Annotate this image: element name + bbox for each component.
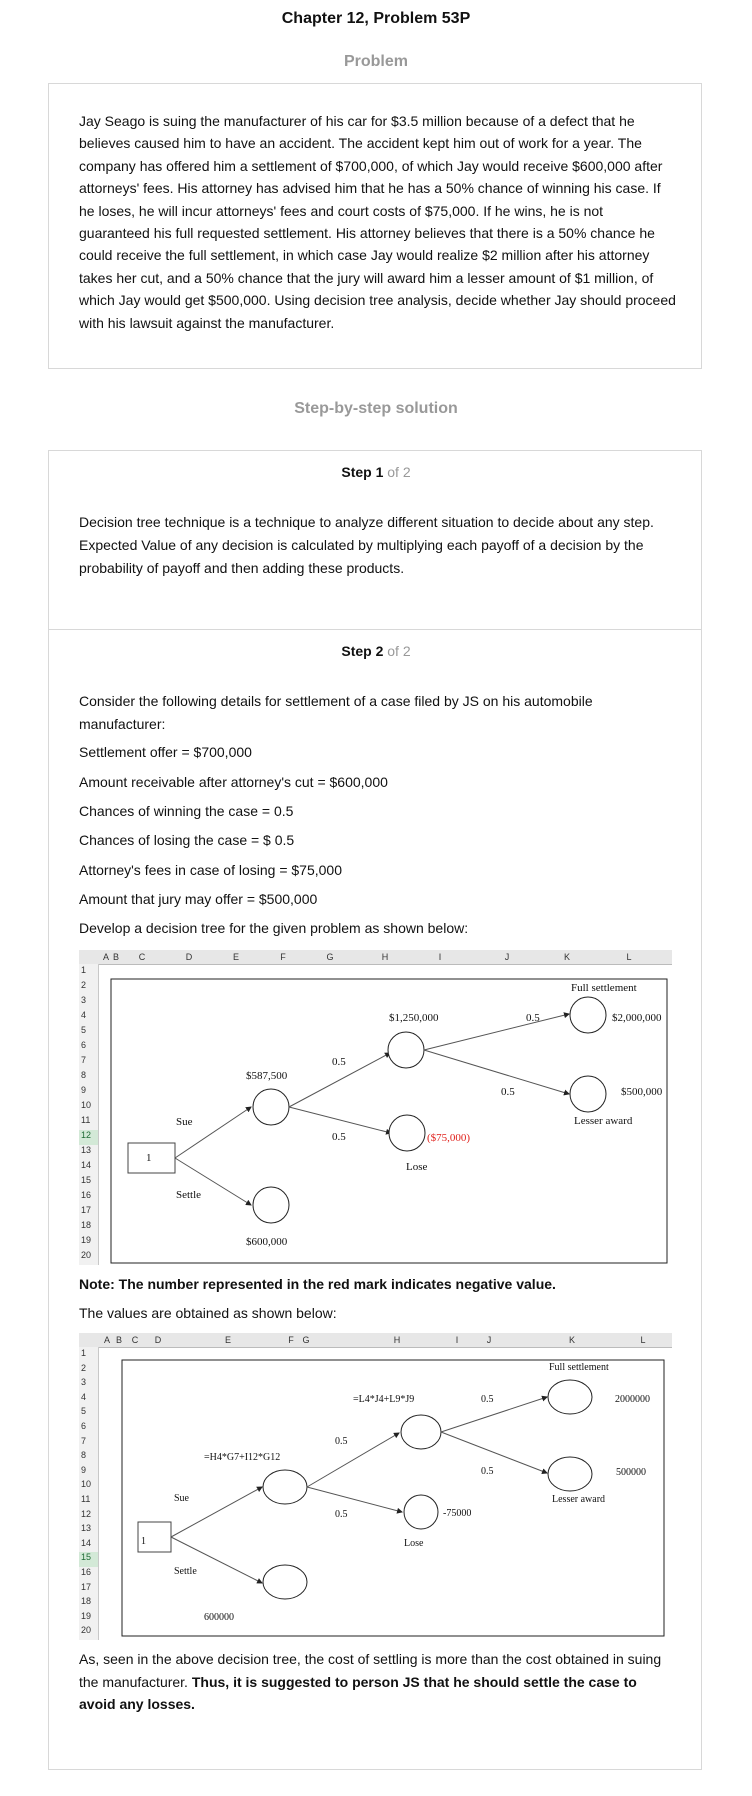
column-header-K: K — [568, 1335, 575, 1345]
problem-heading: Problem — [343, 53, 408, 70]
row-header-4: 4 — [81, 1010, 87, 1020]
detail-win-chance: Chances of winning the case = 0.5 — [79, 803, 294, 819]
row-header-7: 7 — [81, 1055, 87, 1065]
full-end-node — [548, 1380, 592, 1414]
row-header-1: 1 — [81, 1348, 87, 1358]
detail-after-cut: Amount receivable after attorney's cut = $600,000 — [79, 774, 388, 790]
column-header-A: A — [103, 1335, 110, 1345]
column-header-C: C — [138, 952, 146, 962]
sue-chance-node — [263, 1470, 307, 1504]
problem-text: Jay Seago is suing the manufacturer of his car for $3.5 million because of a defect that he believes caused him to have an accident. The accident kept him out of work for a year. The company has offered him a settlement of $700,000, of which Jay would receive $600,000 after attorneys' fees. His attorney has advised him that he has a 50% chance of winning his case. If he loses, he will incur attorneys' fees and court costs of $75,000. If he wins, he is not guaranteed his full requested settlement. His attorney believes that there is a 50% chance he could receive the full settlement, in which case Jay would realize $2 million after his attorney takes her cut, and a 50% chance that the jury will award him a lesser amount of $1 million, of which Jay would get $500,000. Using decision tree analysis, decide whether Jay should proceed with his lawsuit against the manufacturer. — [79, 113, 676, 331]
formula-tree-diagram — [79, 1333, 672, 1640]
full-prob: 0.5 — [481, 1394, 494, 1405]
solution-heading: Step-by-step solution — [294, 400, 458, 417]
win-branch — [307, 1433, 399, 1487]
step1-text: Decision tree technique is a technique to analyze different situation to decide about any step. Expected Value of any decision is calculated by multiplying each payoff of a decision by the probability of payoff and then adding these products. — [79, 514, 654, 576]
lesser-label: Lesser award — [552, 1494, 606, 1505]
column-header-L: L — [640, 1335, 646, 1345]
conclusion — [79, 1648, 677, 1716]
row-header-6: 6 — [81, 1040, 87, 1050]
sue-label: Sue — [176, 1116, 193, 1128]
column-header-G: G — [302, 1335, 310, 1345]
lose-prob: 0.5 — [335, 1509, 348, 1520]
row-header-19: 19 — [81, 1235, 92, 1245]
settle-value: 600000 — [204, 1612, 234, 1623]
column-header-E: E — [224, 1335, 231, 1345]
column-header-H: H — [393, 1335, 401, 1345]
detail-settlement: Settlement offer = $700,000 — [79, 744, 252, 760]
lose-branch — [289, 1107, 391, 1133]
lesser-prob: 0.5 — [501, 1086, 515, 1098]
row-header-4: 4 — [81, 1391, 87, 1402]
lesser-prob: 0.5 — [481, 1466, 494, 1477]
step2-of: of 2 — [387, 643, 411, 659]
row-header-11: 11 — [81, 1494, 91, 1504]
step1-of: of 2 — [387, 464, 411, 480]
settle-label: Settle — [174, 1566, 197, 1577]
lose-prob: 0.5 — [332, 1131, 346, 1143]
row-header-16: 16 — [81, 1190, 92, 1200]
row-header-13: 13 — [81, 1523, 92, 1534]
values-intro: The values are obtained as shown below: — [79, 1305, 337, 1321]
settle-end-node — [263, 1565, 307, 1599]
row-header-9: 9 — [81, 1085, 87, 1095]
column-header-C: C — [131, 1335, 139, 1345]
row-header-10: 10 — [81, 1100, 92, 1110]
row-header-18: 18 — [81, 1220, 92, 1230]
lesser-end-node — [570, 1076, 606, 1112]
row-header-17: 17 — [81, 1205, 92, 1215]
lesser-value: 500000 — [616, 1467, 646, 1478]
row-header-2: 2 — [81, 1362, 87, 1373]
formula-tree-sheet — [79, 1333, 672, 1640]
lesser-value: $500,000 — [621, 1086, 663, 1098]
column-header-B: B — [112, 952, 119, 962]
decision-node-label: 1 — [141, 1536, 146, 1547]
full-value: 2000000 — [615, 1394, 650, 1405]
row-header-15: 15 — [81, 1175, 92, 1185]
settle-value: $600,000 — [246, 1236, 288, 1248]
column-header-J: J — [504, 952, 510, 962]
conclusion-bold: Thus, it is suggested to person JS that he should settle the case to avoid any losses. — [79, 1673, 637, 1712]
column-header-J: J — [486, 1335, 492, 1345]
develop-text: Develop a decision tree for the given problem as shown below: — [79, 920, 469, 936]
row-header-17: 17 — [81, 1581, 92, 1592]
sue-formula: =H4*G7+I12*G12 — [204, 1452, 281, 1463]
column-header-L: L — [626, 952, 632, 962]
decision-node-box — [128, 1143, 175, 1173]
column-header-G: G — [326, 952, 334, 962]
detail-jury-offer: Amount that jury may offer = $500,000 — [79, 891, 318, 907]
row-header-14: 14 — [81, 1537, 92, 1548]
lose-branch — [307, 1487, 402, 1512]
column-header-B: B — [115, 1335, 122, 1345]
lose-label: Lose — [404, 1538, 424, 1549]
row-header-9: 9 — [81, 1464, 87, 1475]
row-header-12: 12 — [81, 1508, 92, 1519]
full-value: $2,000,000 — [612, 1012, 662, 1024]
row-header-16: 16 — [81, 1567, 92, 1577]
row-header-12: 12 — [79, 1130, 98, 1145]
column-header-H: H — [381, 952, 389, 962]
settle-label: Settle — [176, 1189, 202, 1201]
decision-node-label: 1 — [146, 1152, 152, 1164]
win-prob: 0.5 — [332, 1056, 346, 1068]
column-header-E: E — [232, 952, 239, 962]
row-header-20: 20 — [81, 1250, 92, 1260]
lesser-branch — [441, 1432, 547, 1473]
row-header-2: 2 — [81, 980, 87, 990]
decision-tree-diagram — [79, 950, 672, 1265]
full-label: Full settlement — [571, 982, 637, 994]
win-chance-node — [388, 1032, 424, 1068]
lose-label: Lose — [406, 1161, 428, 1173]
step2-label: Step 2 — [341, 643, 384, 659]
decision-tree-sheet — [79, 950, 672, 1265]
column-header-A: A — [102, 952, 109, 962]
row-header-13: 13 — [81, 1145, 92, 1155]
win-prob: 0.5 — [335, 1436, 348, 1447]
row-header-14: 14 — [81, 1160, 92, 1170]
row-header-6: 6 — [81, 1421, 87, 1431]
detail-lose-chance: Chances of losing the case = $ 0.5 — [79, 832, 295, 848]
win-formula: =L4*J4+L9*J9 — [353, 1394, 415, 1405]
lose-end-node — [404, 1495, 438, 1529]
row-header-11: 11 — [81, 1115, 91, 1125]
lesser-end-node — [548, 1457, 592, 1491]
row-header-3: 3 — [81, 1377, 87, 1388]
conclusion-plain: As, seen in the above decision tree, the cost of settling is more than the cost obtained in suing the manufacturer. — [79, 1651, 662, 1690]
lose-value: -75000 — [443, 1508, 472, 1519]
column-header-F: F — [280, 952, 286, 962]
sue-branch — [175, 1107, 251, 1158]
detail-attorney-fees: Attorney's fees in case of losing = $75,000 — [79, 862, 343, 878]
row-header-1: 1 — [81, 965, 87, 975]
row-header-20: 20 — [81, 1625, 92, 1636]
column-header-F: F — [288, 1335, 294, 1345]
row-header-15: 15 — [79, 1552, 98, 1567]
row-header-19: 19 — [81, 1610, 92, 1621]
step2-title — [0, 643, 752, 659]
full-branch — [424, 1014, 569, 1050]
lose-end-node — [389, 1115, 425, 1151]
column-header-I: I — [438, 952, 442, 962]
full-prob: 0.5 — [526, 1012, 540, 1024]
sue-label: Sue — [174, 1493, 189, 1504]
win-chance-node — [401, 1415, 441, 1449]
step2-intro: Consider the following details for settlement of a case filed by JS on his automobile manufacturer: — [79, 693, 593, 732]
row-header-8: 8 — [81, 1450, 87, 1461]
note-text: Note: The number represented in the red mark indicates negative value. — [79, 1276, 556, 1292]
lesser-label: Lesser award — [574, 1115, 633, 1127]
column-header-D: D — [154, 1335, 162, 1345]
lose-value: ($75,000) — [427, 1132, 471, 1144]
sue-value: $587,500 — [246, 1070, 288, 1082]
row-header-5: 5 — [81, 1406, 87, 1417]
full-branch — [441, 1397, 547, 1432]
row-header-7: 7 — [81, 1435, 87, 1446]
step1-label: Step 1 — [341, 464, 384, 480]
full-end-node — [570, 997, 606, 1033]
row-header-8: 8 — [81, 1070, 87, 1080]
sue-chance-node — [253, 1089, 289, 1125]
win-value: $1,250,000 — [389, 1012, 439, 1024]
row-header-18: 18 — [81, 1596, 92, 1607]
row-header-10: 10 — [81, 1479, 92, 1490]
column-header-I: I — [455, 1335, 459, 1345]
row-header-5: 5 — [81, 1025, 87, 1035]
settle-end-node — [253, 1187, 289, 1223]
column-header-D: D — [185, 952, 193, 962]
step1-title — [0, 464, 752, 480]
full-label: Full settlement — [549, 1362, 609, 1373]
page-title: Chapter 12, Problem 53P — [281, 10, 471, 27]
lesser-branch — [424, 1050, 569, 1094]
column-header-K: K — [563, 952, 570, 962]
row-header-3: 3 — [81, 995, 87, 1005]
